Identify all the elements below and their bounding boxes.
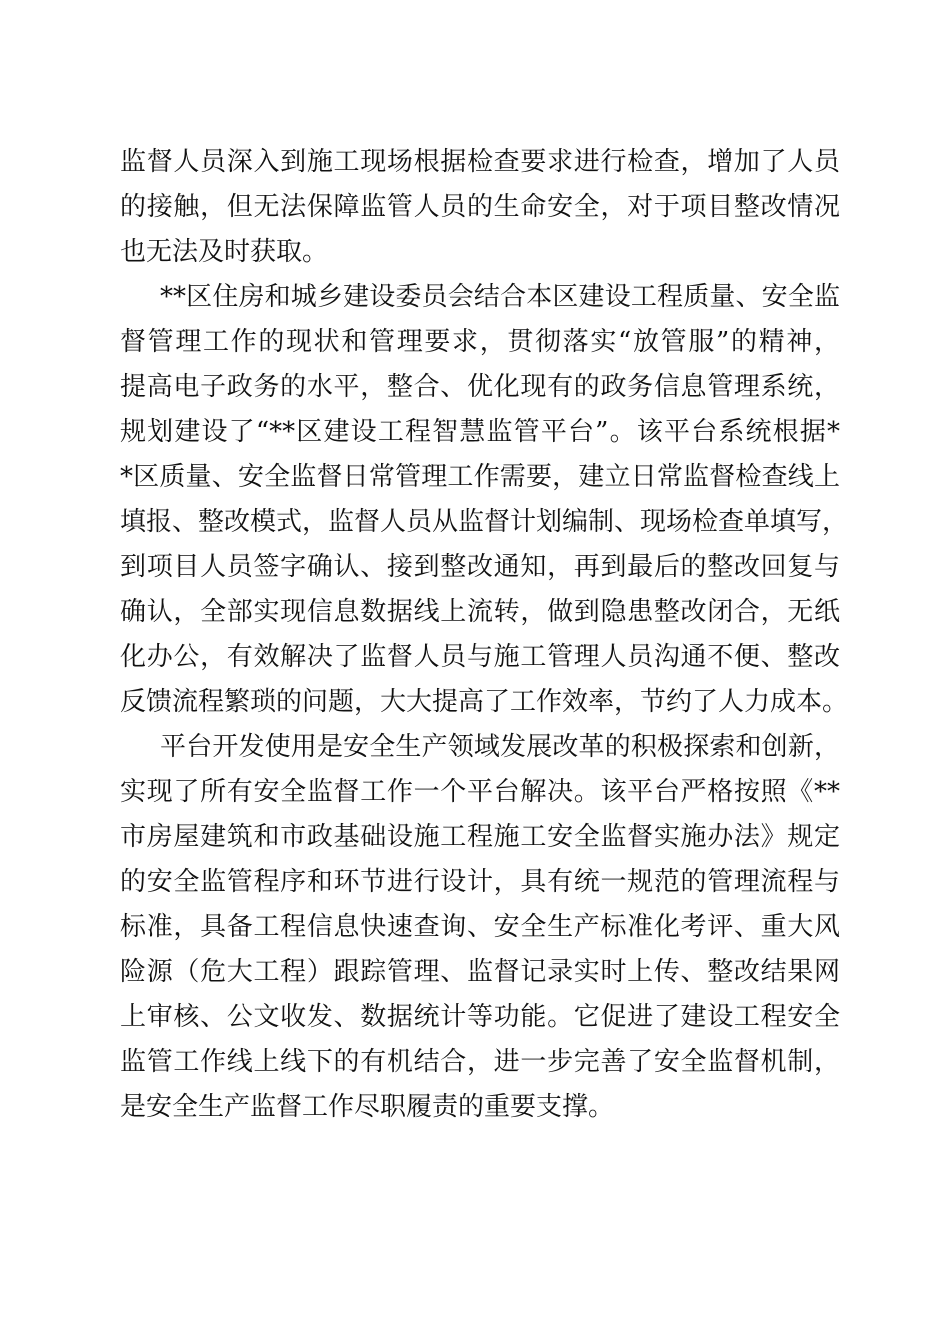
paragraph-2-line-10: 反馈流程繁琐的问题，大大提高了工作效率，节约了人力成本。 bbox=[120, 687, 849, 717]
paragraph-3-line-4: 的安全监管程序和环节进行设计，具有统一规范的管理流程与 bbox=[120, 867, 840, 897]
paragraph-2-line-5: *区质量、安全监督日常管理工作需要，建立日常监督检查线上 bbox=[120, 462, 840, 492]
paragraph-3-line-5: 标准，具备工程信息快速查询、安全生产标准化考评、重大风 bbox=[120, 912, 840, 942]
paragraph-1-line-3: 也无法及时获取。 bbox=[120, 237, 329, 267]
paragraph-3-line-1: 平台开发使用是安全生产领域发展改革的积极探索和创新， bbox=[160, 732, 840, 762]
paragraph-3-line-9: 是安全生产监督工作尽职履责的重要支撑。 bbox=[120, 1092, 615, 1122]
paragraph-3-line-2: 实现了所有安全监督工作一个平台解决。该平台严格按照《** bbox=[120, 777, 840, 807]
body-text bbox=[120, 140, 849, 1130]
paragraph-1-line-2: 的接触，但无法保障监管人员的生命安全，对于项目整改情况 bbox=[120, 192, 840, 222]
paragraph-2-line-3: 提高电子政务的水平，整合、优化现有的政务信息管理系统， bbox=[120, 372, 840, 402]
paragraph-2-line-7: 到项目人员签字确认、接到整改通知，再到最后的整改回复与 bbox=[120, 552, 840, 582]
paragraph-3-line-6: 险源（危大工程）跟踪管理、监督记录实时上传、整改结果网 bbox=[120, 957, 840, 987]
paragraph-3-line-8: 监管工作线上线下的有机结合，进一步完善了安全监督机制， bbox=[120, 1047, 840, 1077]
paragraph-3-line-7: 上审核、公文收发、数据统计等功能。它促进了建设工程安全 bbox=[120, 1002, 840, 1032]
paragraph-3-line-3: 市房屋建筑和市政基础设施工程施工安全监督实施办法》规定 bbox=[120, 822, 840, 852]
paragraph-2-line-2: 督管理工作的现状和管理要求，贯彻落实“放管服”的精神， bbox=[120, 327, 840, 357]
paragraph-2-line-9: 化办公，有效解决了监督人员与施工管理人员沟通不便、整改 bbox=[120, 642, 840, 672]
paragraph-2-line-6: 填报、整改模式，监督人员从监督计划编制、现场检查单填写， bbox=[120, 507, 849, 537]
paragraph-2-line-1: **区住房和城乡建设委员会结合本区建设工程质量、安全监 bbox=[160, 282, 840, 312]
paragraph-2-line-8: 确认，全部实现信息数据线上流转，做到隐患整改闭合，无纸 bbox=[120, 597, 840, 627]
paragraph-1-line-1: 监督人员深入到施工现场根据检查要求进行检查，增加了人员 bbox=[120, 147, 840, 177]
paragraph-2-line-4: 规划建设了“**区建设工程智慧监管平台”。该平台系统根据* bbox=[120, 417, 840, 447]
